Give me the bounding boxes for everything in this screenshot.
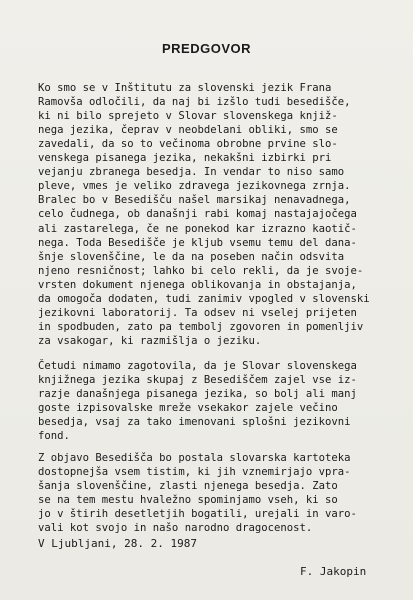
- text-line: ali zastarelega, če ne ponekod kar izrazno kaotič-: [38, 222, 357, 235]
- text-line: za vsakogar, ki razmišlja o jeziku.: [38, 334, 262, 347]
- text-line: Bralec bo v Besedišču našel marsikaj nenavadnega,: [38, 194, 351, 207]
- text-line: celo čudnega, ob današnji rabi komaj nastajajočega: [38, 208, 357, 221]
- text-line: knjižnega jezika skupaj z Besediščem zajel vse iz-: [38, 374, 357, 387]
- text-line: njeno resničnost; lahko bi celo rekli, da je svoje-: [38, 264, 364, 277]
- text-line: vrsten dokument njenega oblikovanja in obstajanja,: [38, 278, 357, 291]
- text-line: Četudi nimamo zagotovila, da je Slovar slovenskega: [38, 360, 357, 372]
- text-line: Ko smo se v Inštitutu za slovenski jezik Frana: [38, 82, 332, 94]
- text-line: dostopnejša vsem tistim, ki jih vznemirjajo vpra-: [38, 466, 351, 479]
- text-line: nega jezika, čeprav v neobdelani obliki, smo se: [38, 124, 338, 137]
- text-line: ki ni bilo sprejeto v Slovar slovenskega knjiž-: [38, 110, 338, 123]
- text-line: da omogoča dodaten, tudi zanimiv vpogled v slovenski: [38, 292, 370, 305]
- text-line: goste izpisovalske mreže vsekakor zajele večino: [38, 402, 338, 415]
- text-line: Ramovša odločili, da naj bi izšlo tudi besedišče,: [38, 96, 351, 109]
- text-line: jezikovni laboratorij. Ta odsev ni vselej prijeten: [38, 306, 357, 319]
- text-line: in spodbuden, zato pa tembolj zgovoren in pomenljiv: [38, 320, 364, 333]
- page-title: PREDGOVOR: [161, 41, 251, 56]
- signature: F. Jakopin: [300, 565, 367, 578]
- text-line: Z objavo Besedišča bo postala slovarska kartoteka: [38, 452, 351, 464]
- text-line: pleve, vmes je veliko zdravega jezikovnega zrnja.: [38, 180, 351, 193]
- text-line: zavedali, da so to večinoma obrobne prvine slo-: [38, 138, 338, 151]
- text-line: šnje slovenščine, le da na poseben način odsvita: [38, 250, 345, 263]
- text-line: nega. Toda Besedišče je kljub vsemu temu del dana-: [38, 236, 357, 249]
- text-line: venskega pisanega jezika, nekakšni izbirki pri: [38, 152, 332, 165]
- text-line: besedja, vsaj za tako imenovani splošni jezikovni: [38, 416, 351, 429]
- text-line: fond.: [38, 430, 70, 443]
- text-line: šanja slovenščine, zlasti njenega besedja. Zato: [38, 480, 338, 493]
- text-line: se na tem mestu hvaležno spominjamo vseh, ki so: [38, 494, 338, 507]
- text-line: vejanju zbranega besedja. In vendar to niso samo: [38, 166, 345, 179]
- text-line: jo v štirih desetletjih bogatili, urejali in varo-: [38, 508, 357, 521]
- text-line: razje današnjega pisanega jezika, so bolj ali manj: [38, 388, 357, 401]
- text-line: vali kot svojo in našo narodno dragocenost.: [38, 522, 313, 535]
- place-date: V Ljubljani, 28. 2. 1987: [38, 537, 197, 550]
